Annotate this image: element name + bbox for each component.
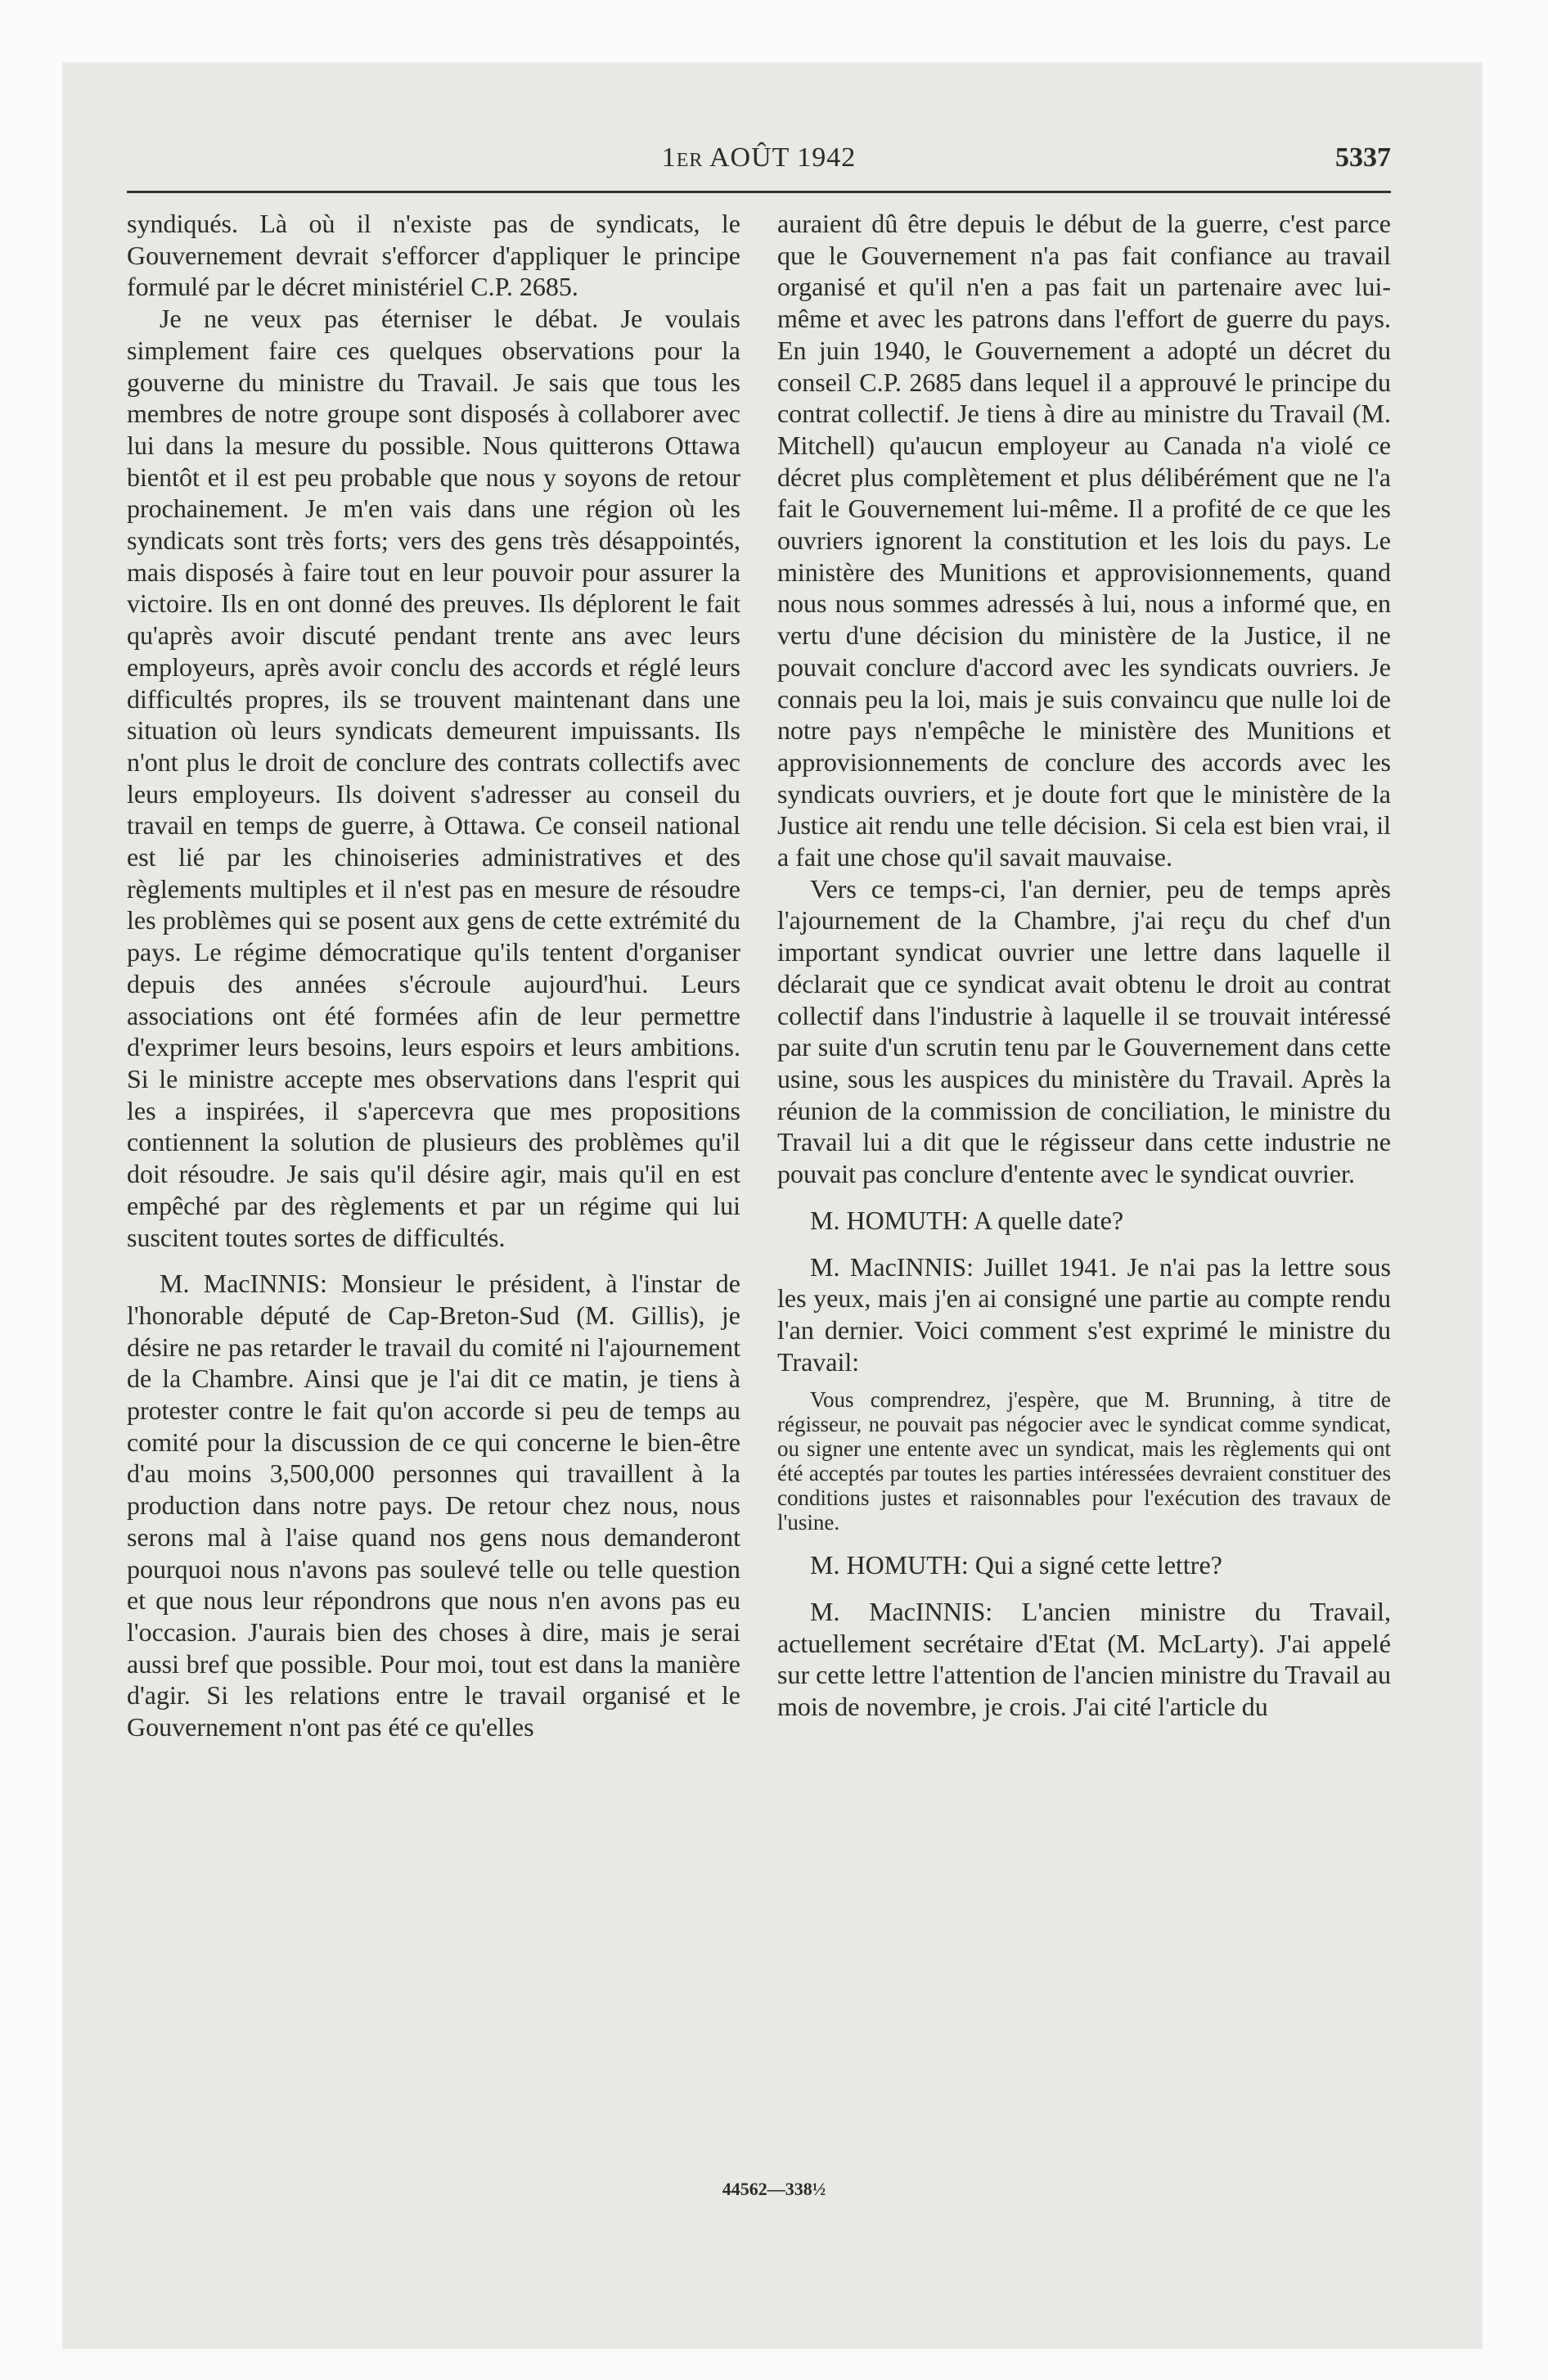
paragraph: Je ne veux pas éterniser le débat. Je voulais simplement faire ces quelques observations pour la gouverne du ministre du Travail. Je sais que tous les membres de notre groupe sont disposés à collaborer avec lui dans la mesure du possible. Nous quitterons Ottawa bientôt et il est peu probable que nous y soyons de retour prochainement. Je m'en vais dans une région où les syndicats sont très forts; vers des gens très désappointés, mais disposés à faire tout en leur pouvoir pour assurer la victoire. Ils en ont donné des preuves. Ils déplorent le fait qu'après avoir discuté pendant trente ans avec leurs employeurs, après avoir conclu des accords et réglé leurs difficultés propres, ils se trouvent maintenant dans une situation où leurs syndicats demeurent impuissants. Ils n'ont plus le droit de conclure des contrats collectifs avec leurs employeurs. Ils doivent s'adresser au conseil du travail en temps de guerre, à Ottawa. Ce conseil national est lié par les chinoiseries administratives et des règlements multiples et il n'est pas en mesure de résoudre les problèmes qui se posent aux gens de cette extrémité du pays. Le régime démocratique qu'ils tentent d'organiser depuis des années s'écroule aujourd'hui. Leurs associations ont été formées afin de leur permettre d'exprimer leurs besoins, leurs espoirs et leurs ambitions. Si le ministre accepte mes observations dans l'esprit qui les a inspirées, il s'apercevra que mes propositions contiennent la solution de plusieurs des problèmes qu'il doit résoudre. Je sais qu'il désire agir, mais qu'il en est empêché par des règlements et par un régime qui lui suscitent toutes sortes de difficultés.: [127, 304, 740, 1252]
paragraph: M. MacINNIS: Monsieur le président, à l'instar de l'honorable député de Cap-Breton-Sud (M. Gillis), je désire ne pas retarder le travail du comité ni l'ajournement de la Chambre. Ainsi que je l'ai dit ce matin, je tiens à protester contre le fait qu'on accorde si peu de temps au comité pour la discussion de ce qui concerne le bien-être d'au moins 3,500,000 personnes qui travaillent à la production dans notre pays. De retour chez nous, nous serons mal à l'aise quand nos gens nous demanderont pourquoi nous n'avons pas soulevé telle ou telle question et que nous leur répondrons que nous n'en avons pas eu l'occasion. J'aurais bien des choses à dire, mais je serai aussi bref que possible. Pour moi, tout est dans la manière d'agir. Si les relations entre le travail organisé et le Gouvernement n'ont pas été ce qu'elles: [127, 1269, 740, 1742]
paragraph: M. MacINNIS: Juillet 1941. Je n'ai pas la lettre sous les yeux, mais j'en ai consigné une partie au compte rendu l'an dernier. Voici comment s'est exprimé le ministre du Travail:: [777, 1251, 1391, 1377]
paragraph: Vers ce temps-ci, l'an dernier, peu de temps après l'ajournement de la Chambre, j'ai reçu du chef d'un important syndicat ouvrier une lettre dans laquelle il déclarait que ce syndicat avait obtenu le droit au contrat collectif dans l'industrie à laquelle il se trouvait intéressé par suite d'un scrutin tenu par le Gouvernement dans cette usine, sous les auspices du ministère du Travail. Après la réunion de la commission de conciliation, le ministre du Travail lui a dit que le régisseur dans cette industrie ne pouvait pas conclure d'entente avec le syndicat ouvrier.: [777, 873, 1391, 1189]
right-column: [777, 208, 1391, 1723]
paragraph: M. MacINNIS: L'ancien ministre du Travail, actuellement secrétaire d'Etat (M. McLarty). J'ai appelé sur cette lettre l'attention de l'ancien ministre du Travail au mois de novembre, je crois. J'ai cité l'article du: [777, 1597, 1391, 1722]
quoted-letter: Vous comprendrez, j'espère, que M. Brunning, à titre de régisseur, ne pouvait pas négocier avec le syndicat comme syndicat, ou signer une entente avec un syndicat, mais les règlements qui ont été acceptés par toutes les parties intéressées devraient constituer des conditions justes et raisonnables pour l'exécution des travaux de l'usine.: [777, 1387, 1391, 1535]
left-column: [127, 208, 740, 1743]
paragraph: M. HOMUTH: A quelle date?: [810, 1205, 1124, 1235]
header-rule: [127, 191, 1391, 193]
paragraph: auraient dû être depuis le début de la guerre, c'est parce que le Gouvernement n'a pas fait confiance au travail organisé et qu'il n'en a pas fait un partenaire avec lui-même et avec les patrons dans l'effort de guerre du pays. En juin 1940, le Gouvernement a adopté un décret du conseil C.P. 2685 dans lequel il a approuvé le principe du contrat collectif. Je tiens à dire au ministre du Travail (M. Mitchell) qu'aucun employeur au Canada n'a violé ce décret plus complètement et plus délibérément que ne l'a fait le Gouvernement lui-même. Il a profité de ce que les ouvriers ignorent la constitution et les lois du pays. Le ministère des Munitions et approvisionnements, quand nous nous sommes adressés à lui, nous a informé que, en vertu d'une décision du ministère de la Justice, il ne pouvait conclure d'accord avec les syndicats ouvriers. Je connais peu la loi, mais je suis convaincu que nulle loi de notre pays n'empêche le ministère des Munitions et approvisionnements de conclure des accords avec les syndicats ouvriers, et je doute fort que le ministère de la Justice ait rendu une telle décision. Si cela est bien vrai, il a fait une chose qu'il savait mauvaise.: [777, 209, 1391, 872]
page-number: 5337: [1335, 142, 1391, 173]
paragraph: M. HOMUTH: Qui a signé cette lettre?: [810, 1550, 1222, 1580]
header-date: 1ER AOÛT 1942: [661, 142, 857, 173]
footer-code: 44562—338½: [722, 2179, 826, 2199]
page-header: [127, 142, 1391, 175]
paragraph: syndiqués. Là où il n'existe pas de syndicats, le Gouvernement devrait s'efforcer d'appliquer le principe formulé par le décret ministériel C.P. 2685.: [127, 209, 740, 302]
